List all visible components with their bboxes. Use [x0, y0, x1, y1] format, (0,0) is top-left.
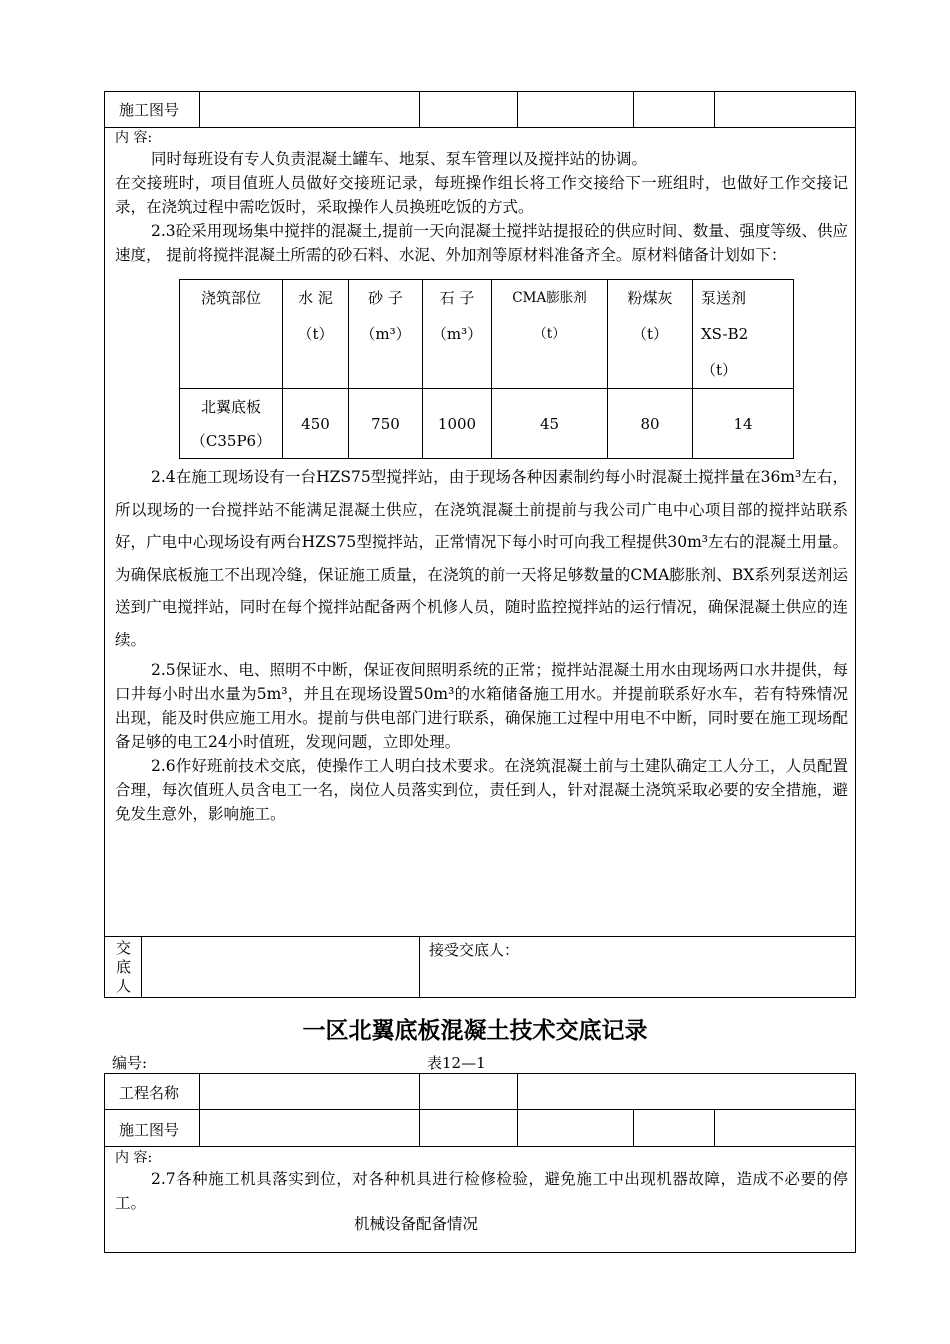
- header-cell-cement: 水 泥 （t）: [283, 280, 349, 389]
- header-cell-location: 浇筑部位: [180, 280, 283, 389]
- paragraph-2-4-mixing-station: 2.4在施工现场设有一台HZS75型搅拌站，由于现场各种因素制约每小时混凝土搅拌量在36m³左右，所以现场的一台搅拌站不能满足混凝土供应，在浇筑混凝土前提前与我公司广电中心项目部的搅拌站联系好，广电中心现场设有两台HZS75型搅拌站，正常情况下每小时可向我工程提供30m³左右的混凝土用量。为确保底板施工不出现冷缝，保证施工质量，在浇筑的前一天将足够数量的CMA膨胀剂、BX系列泵送剂运送到广电搅拌站，同时在每个搅拌站配备两个机修人员，随时监控搅拌站的运行情况，确保混凝土供应的连续。: [115, 468, 848, 649]
- col-divider: [419, 1073, 420, 1146]
- content-body-top: [115, 147, 848, 267]
- row-divider: [104, 1146, 856, 1147]
- header-cell-stone: 石 子 （m³）: [423, 280, 492, 389]
- col-divider: [517, 1073, 518, 1146]
- form-outer-border: [104, 1073, 856, 1253]
- drawing-number-label: 施工图号: [119, 1121, 180, 1139]
- header-cell-pump-agent: 泵送剂 XS-B2 （t）: [693, 280, 794, 389]
- row-divider: [104, 1109, 856, 1110]
- paragraph-2-3-material-supply: 2.3砼采用现场集中搅拌的混凝土,提前一天向混凝土搅拌站提报砼的供应时间、数量、强度等级、供应速度， 提前将搅拌混凝土所需的砂石料、水泥、外加剂等原材料准备齐全。原材料储备计划如下：: [115, 222, 848, 264]
- cell-stone: 1000: [423, 389, 492, 459]
- header-cell-sand: 砂 子 （m³）: [349, 280, 423, 389]
- col-divider: [199, 1073, 200, 1146]
- header-col-divider: [419, 91, 420, 127]
- col-divider: [714, 1109, 715, 1146]
- header-col-divider: [714, 91, 715, 127]
- content-body-bottom: [115, 461, 848, 826]
- cell-cma: 45: [492, 389, 608, 459]
- cell-cement: 450: [283, 389, 349, 459]
- form-number: 表12—1: [427, 1054, 486, 1072]
- paragraph-team-coordination: 同时每班设有专人负责混凝土罐车、地泵、泵车管理以及搅拌站的协调。: [151, 150, 648, 168]
- header-col-divider: [199, 91, 200, 127]
- signature-row-divider: [104, 936, 856, 937]
- header-col-divider: [517, 91, 518, 127]
- material-reserve-table: [179, 279, 794, 459]
- paragraph-shift-handover: 在交接班时，项目值班人员做好交接班记录，每班操作组长将工作交接给下一班组时，也做好工作交接记录，在浇筑过程中需吃饭时，采取操作人员换班吃饭的方式。: [115, 174, 848, 216]
- cell-sand: 750: [349, 389, 423, 459]
- header-row-divider: [104, 127, 856, 128]
- cell-location: 北翼底板 （C35P6）: [180, 389, 283, 459]
- cell-flyash: 80: [608, 389, 693, 459]
- paragraph-2-7-equipment: 2.7各种施工机具落实到位，对各种机具进行检修检验，避免施工中出现机器故障，造成不必要的停工。: [115, 1170, 848, 1212]
- paragraph-2-5-water-power: 2.5保证水、电、照明不中断，保证夜间照明系统的正常；搅拌站混凝土用水由现场两口水井提供，每口井每小时出水量为5m³，并且在现场设置50m³的水箱储备施工用水。并提前联系好水车，若有特殊情况出现，能及时供应施工用水。提前与供电部门进行联系，确保施工过程中用电不中断，同时要在施工现场配备足够的电工24小时值班，发现问题，立即处理。: [115, 661, 848, 751]
- table-row: [180, 389, 794, 459]
- paragraph-2-6-briefing: 2.6作好班前技术交底，使操作工人明白技术要求。在浇筑混凝土前与土建队确定工人分工，人员配置合理，每次值班人员含电工一名，岗位人员落实到位，责任到人，针对混凝土浇筑采取必要的安全措施，避免发生意外，影响施工。: [115, 757, 848, 823]
- receiver-label: 接受交底人：: [429, 941, 520, 959]
- serial-number-label: 编号:: [112, 1054, 148, 1072]
- header-cell-flyash: 粉煤灰 （t）: [608, 280, 693, 389]
- drawing-number-label: 施工图号: [119, 101, 180, 119]
- col-divider: [633, 1109, 634, 1146]
- equipment-subheading: 机械设备配备情况: [354, 1215, 479, 1233]
- document-title: 一区北翼底板混凝土技术交底记录: [302, 1017, 648, 1044]
- cell-pump-agent: 14: [693, 389, 794, 459]
- content-body: [115, 1167, 848, 1215]
- content-label: 内 容:: [115, 130, 153, 146]
- handover-person-label: 交 底 人: [116, 939, 132, 995]
- table-header-row: [180, 280, 794, 389]
- signature-col-divider: [419, 936, 420, 998]
- project-name-label: 工程名称: [119, 1084, 180, 1102]
- header-col-divider: [633, 91, 634, 127]
- content-label: 内 容:: [115, 1150, 153, 1166]
- header-cell-cma: CMA膨胀剂 （t）: [492, 280, 608, 389]
- signature-col-divider: [141, 936, 142, 998]
